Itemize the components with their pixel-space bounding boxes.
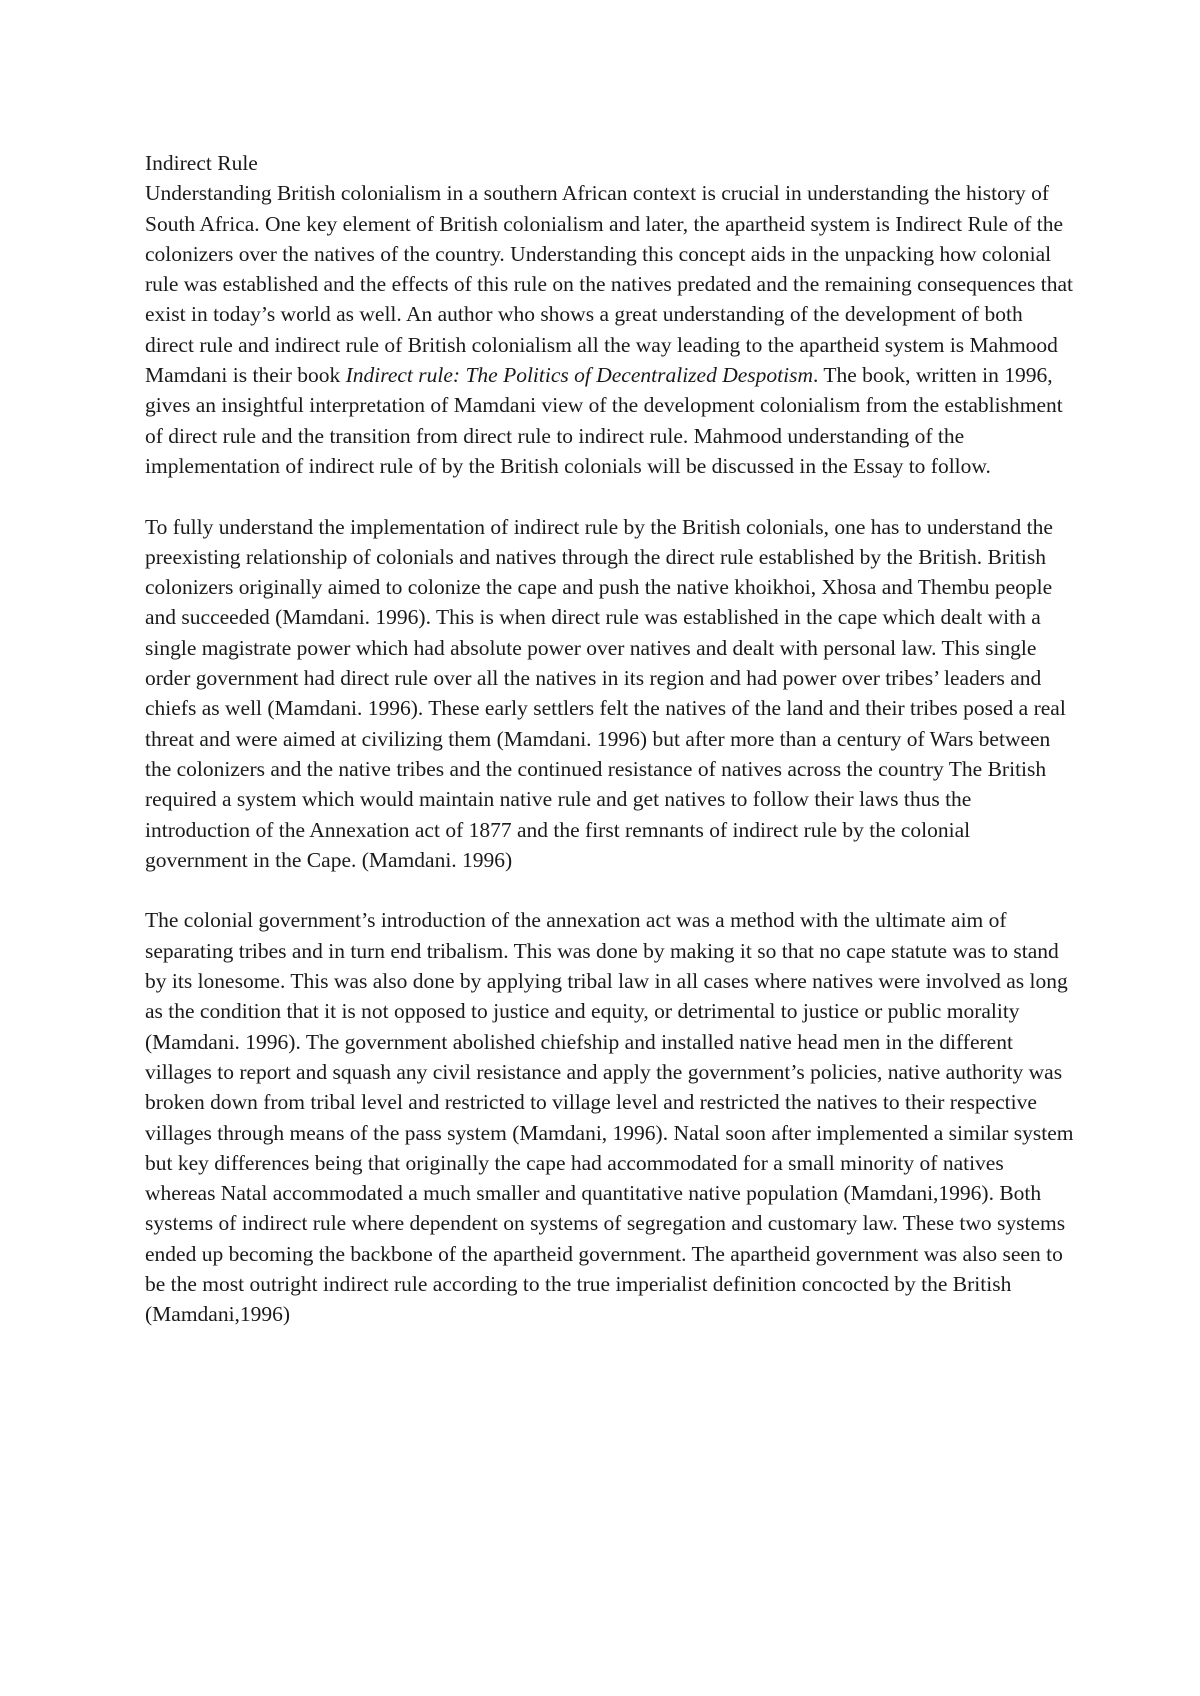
document-title: Indirect Rule (145, 151, 258, 175)
paragraph-1-text-start: Understanding British colonialism in a southern African context is crucial in understanding the history of South Africa. One key element of British colonialism and later, the apartheid system is Indirect Rule of the colonizers over the natives of the country. Understanding this concept aids in the unpacking how colonial rule was established and the effects of this rule on the natives predated and the remaining consequences that exist in today’s world as well. An author who shows a great understanding of the development of both direct rule and indirect rule of British colonialism all the way leading to the apartheid system is Mahmood Mamdani is their book (145, 181, 1073, 388)
paragraph-introduction (145, 178, 1075, 481)
book-title: Indirect rule: The Politics of Decentralized Despotism (345, 363, 813, 388)
paragraph-1-text-end: . The book, written in 1996, gives an insightful interpretation of Mamdani view of the development colonialism from the establishment of direct rule and the transition from direct rule to indirect rule. Mahmood understanding of the implementation of indirect rule of by the British colonials will be discussed in the Essay to follow. (145, 363, 1063, 478)
paragraph-direct-rule: To fully understand the implementation of indirect rule by the British colonials, one has to understand the preexisting relationship of colonials and natives through the direct rule established by the British. British colonizers originally aimed to colonize the cape and push the native khoikhoi, Xhosa and Thembu people and succeeded (Mamdani. 1996). This is when direct rule was established in the cape which dealt with a single magistrate power which had absolute power over natives and dealt with personal law. This single order government had direct rule over all the natives in its region and had power over tribes’ leaders and chiefs as well (Mamdani. 1996). These early settlers felt the natives of the land and their tribes posed a real threat and were aimed at civilizing them (Mamdani. 1996) but after more than a century of Wars between the colonizers and the native tribes and the continued resistance of natives across the country The British required a system which would maintain native rule and get natives to follow their laws thus the introduction of the Annexation act of 1877 and the first remnants of indirect rule by the colonial government in the Cape. (Mamdani. 1996) (145, 514, 1066, 872)
document-body (145, 148, 1075, 1360)
paragraph-annexation-act: The colonial government’s introduction of the annexation act was a method with the ultimate aim of separating tribes and in turn end tribalism. This was done by making it so that no cape statute was to stand by its lonesome. This was also done by applying tribal law in all cases where natives were involved as long as the condition that it is not opposed to justice and equity, or detrimental to justice or public morality (Mamdani. 1996). The government abolished chiefship and installed native head men in the different villages to report and squash any civil resistance and apply the government’s policies, native authority was broken down from tribal level and restricted to village level and restricted the natives to their respective villages through means of the pass system (Mamdani, 1996). Natal soon after implemented a similar system but key differences being that originally the cape had accommodated for a small minority of natives whereas Natal accommodated a much smaller and quantitative native population (Mamdani,1996). Both systems of indirect rule where dependent on systems of segregation and customary law. These two systems ended up becoming the backbone of the apartheid government. The apartheid government was also seen to be the most outright indirect rule according to the true imperialist definition concocted by the British (Mamdani,1996) (145, 908, 1074, 1327)
